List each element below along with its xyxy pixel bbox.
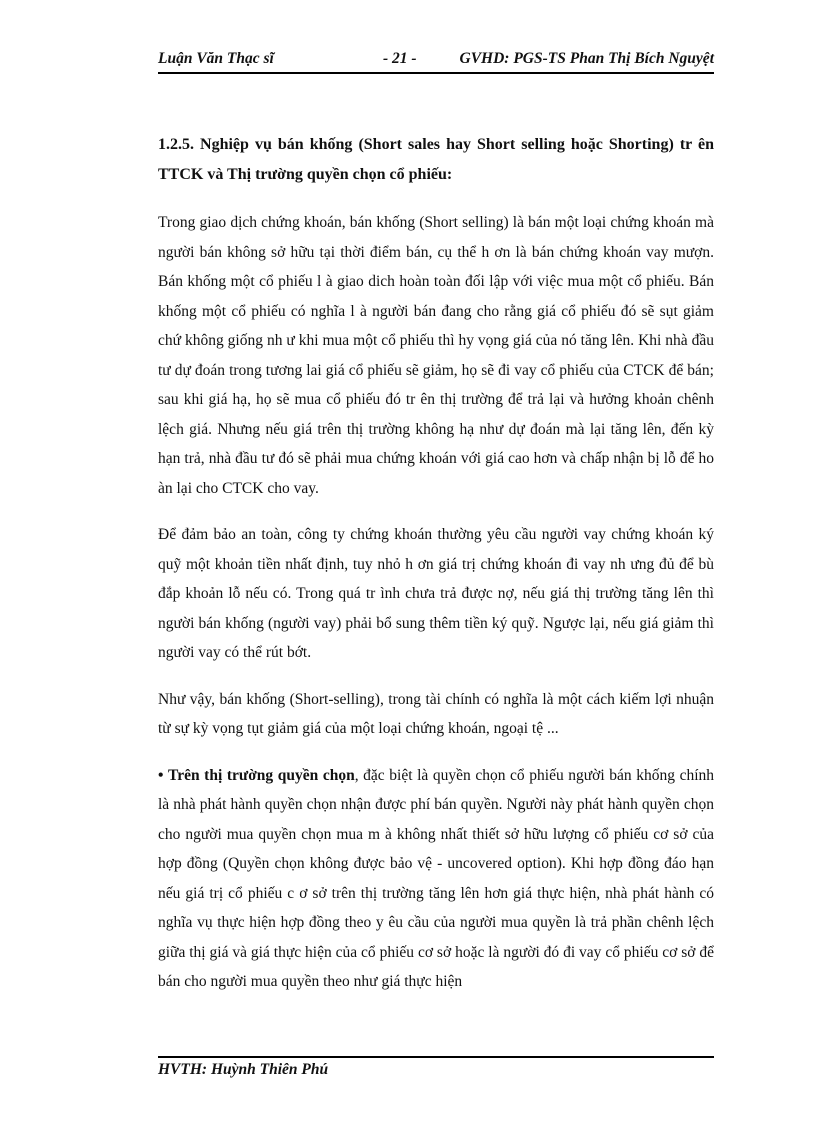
header-divider bbox=[158, 72, 714, 74]
bullet-marker: • bbox=[158, 766, 164, 784]
header-thesis-title: Luận Văn Thạc sĩ bbox=[158, 50, 274, 67]
bullet-lead: Trên thị trường quyền chọn bbox=[168, 766, 355, 784]
bullet-paragraph bbox=[158, 761, 714, 997]
section-heading: 1.2.5. Nghiệp vụ bán khống (Short sales hay Short selling hoặc Shorting) tr ên TTCK và Thị trường quyền chọn cổ phiếu: bbox=[158, 136, 714, 183]
bullet-text: , đặc biệt là quyền chọn cổ phiếu người bán khống chính là nhà phát hành quyền chọn nhận được phí bán quyền. Người này phát hành quyền chọn cho người mua quyền chọn mua m à không nhất thiết sở hữu lượng cổ phiếu cơ sở của hợp đồng (Quyền chọn không được bảo vệ - uncovered option). Khi hợp đồng đáo hạn nếu giá trị cổ phiếu c ơ sở trên thị trường tăng lên hơn giá thực hiện, nhà phát hành có nghĩa vụ thực hiện hợp đồng theo y êu cầu của người mua quyền là trả phần chênh lệch giữa thị giá và giá thực hiện của cổ phiếu cơ sở hoặc là người đó đi vay cổ phiếu cơ sở để bán cho người mua quyền theo như giá thực hiện bbox=[158, 766, 715, 990]
paragraph-1: Trong giao dịch chứng khoán, bán khống (Short selling) là bán một loại chứng khoán mà người bán không sở hữu tại thời điểm bán, cụ thể h ơn là bán chứng khoán vay mượn. Bán khống một cổ phiếu l à giao dich hoàn toàn đối lập với việc mua một cổ phiếu. Bán khống một cổ phiếu có nghĩa l à người bán đang cho rằng giá cổ phiếu đó sẽ sụt giảm chứ không giống nh ư khi mua một cổ phiếu thì hy vọng giá của nó tăng lên. Khi nhà đầu tư dự đoán trong tương lai giá cổ phiếu sẽ giảm, họ sẽ đi vay cổ phiếu của CTCK để bán; sau khi giá hạ, họ sẽ mua cổ phiếu đó tr ên thị trường để trả lại và hưởng khoản chênh lệch giá. Nhưng nếu giá trên thị trường không hạ như dự đoán mà lại tăng lên, đến kỳ hạn trả, nhà đầu tư đó sẽ phải mua chứng khoán với giá cao hơn và chấp nhận bị lỗ để ho àn lại cho CTCK cho vay. bbox=[158, 214, 714, 497]
footer-divider bbox=[158, 1056, 714, 1058]
page-body bbox=[158, 130, 714, 1014]
header-advisor: GVHD: PGS-TS Phan Thị Bích Nguyệt bbox=[459, 50, 714, 67]
page-header bbox=[158, 50, 714, 72]
paragraph-2: Để đảm bảo an toàn, công ty chứng khoán thường yêu cầu người vay chứng khoán ký quỹ một khoản tiền nhất định, tuy nhỏ h ơn giá trị chứng khoán đi vay nh ưng đủ để bù đắp khoản lỗ nếu có. Trong quá tr ình chưa trả được nợ, nếu giá thị trường tăng lên thì người bán khống (người vay) phải bổ sung thêm tiền ký quỹ. Ngược lại, nếu giá giảm thì người vay có thể rút bớt. bbox=[158, 526, 714, 661]
paragraph-3: Như vậy, bán khống (Short-selling), trong tài chính có nghĩa là một cách kiếm lợi nhuận từ sự kỳ vọng tụt giảm giá của một loại chứng khoán, ngoại tệ ... bbox=[158, 690, 714, 737]
header-page-number: - 21 - bbox=[383, 50, 417, 67]
footer-author: HVTH: Huỳnh Thiên Phú bbox=[158, 1061, 329, 1078]
